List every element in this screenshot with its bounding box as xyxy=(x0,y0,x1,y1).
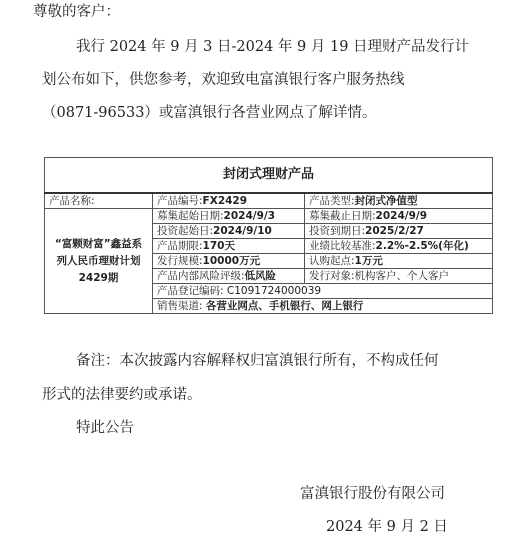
table-cell xyxy=(153,193,305,209)
note-line-2: 形式的法律要约或承诺。 xyxy=(42,387,202,403)
salutation: 尊敬的客户： xyxy=(33,4,120,20)
table-cell xyxy=(305,193,493,209)
table-title: 封闭式理财产品 xyxy=(45,158,493,194)
cell-label: 认购起点: xyxy=(309,255,355,267)
table-cell xyxy=(305,254,493,269)
table-cell xyxy=(153,269,305,284)
cell-label: 发行规模: xyxy=(157,255,203,267)
cell-label: 产品编号: xyxy=(157,195,203,207)
cell-value: 2025/2/27 xyxy=(365,225,424,237)
cell-label: 募集截止日期: xyxy=(309,210,376,222)
cell-label: 产品内部风险评级: xyxy=(157,270,245,282)
cell-label: 发行对象: xyxy=(309,270,355,282)
cell-value: 2.2%-2.5%(年化) xyxy=(375,240,469,252)
product-name: “富颗财富”鑫益系列人民币理财计划2429期 xyxy=(45,209,153,314)
closing-text: 特此公告 xyxy=(76,420,134,436)
cell-value: 封闭式净值型 xyxy=(354,195,418,207)
channel-value: 各营业网点、手机银行、网上银行 xyxy=(205,300,364,312)
cell-label: 业绩比较基准: xyxy=(309,240,376,252)
company-name: 富滇银行股份有限公司 xyxy=(300,486,445,502)
cell-value: 2024/9/3 xyxy=(223,210,276,222)
product-name-label: 产品名称: xyxy=(45,193,153,209)
table-cell xyxy=(153,284,493,299)
table-cell xyxy=(153,254,305,269)
intro-line-3: （0871-96533）或富滇银行各营业网点了解详情。 xyxy=(42,105,377,121)
issue-date: 2024 年 9 月 2 日 xyxy=(326,519,448,535)
reg-code-value: C1091724000039 xyxy=(226,285,322,297)
product-table xyxy=(44,157,493,314)
table-cell xyxy=(305,224,493,239)
cell-value: 机构客户、个人客户 xyxy=(354,270,450,282)
note-line-1: 备注：本次披露内容解释权归富滇银行所有，不构成任何 xyxy=(76,353,439,369)
table-cell xyxy=(305,239,493,254)
cell-label: 产品期限: xyxy=(157,240,203,252)
cell-label: 募集起始日期: xyxy=(157,210,224,222)
cell-label: 投资到期日: xyxy=(309,225,366,237)
intro-line-2: 划公布如下，供您参考，欢迎致电富滇银行客户服务热线 xyxy=(42,72,405,88)
table-cell xyxy=(305,269,493,284)
cell-label: 投资起始日: xyxy=(157,225,214,237)
table-cell xyxy=(153,224,305,239)
table-cell xyxy=(153,299,493,314)
intro-line-1: 我行 2024 年 9 月 3 日-2024 年 9 月 19 日理财产品发行计 xyxy=(76,39,470,55)
channel-label: 销售渠道: xyxy=(157,300,203,312)
cell-value: 2024/9/10 xyxy=(213,225,272,237)
cell-value: 2024/9/9 xyxy=(375,210,428,222)
reg-code-label: 产品登记编码: xyxy=(157,285,224,297)
table-cell xyxy=(153,239,305,254)
cell-value: 10000万元 xyxy=(202,255,261,267)
cell-value: FX2429 xyxy=(202,195,248,207)
cell-value: 1万元 xyxy=(354,255,383,267)
cell-label: 产品类型: xyxy=(309,195,355,207)
table-cell xyxy=(153,209,305,224)
table-cell xyxy=(305,209,493,224)
cell-value: 低风险 xyxy=(244,270,277,282)
cell-value: 170天 xyxy=(202,240,235,252)
